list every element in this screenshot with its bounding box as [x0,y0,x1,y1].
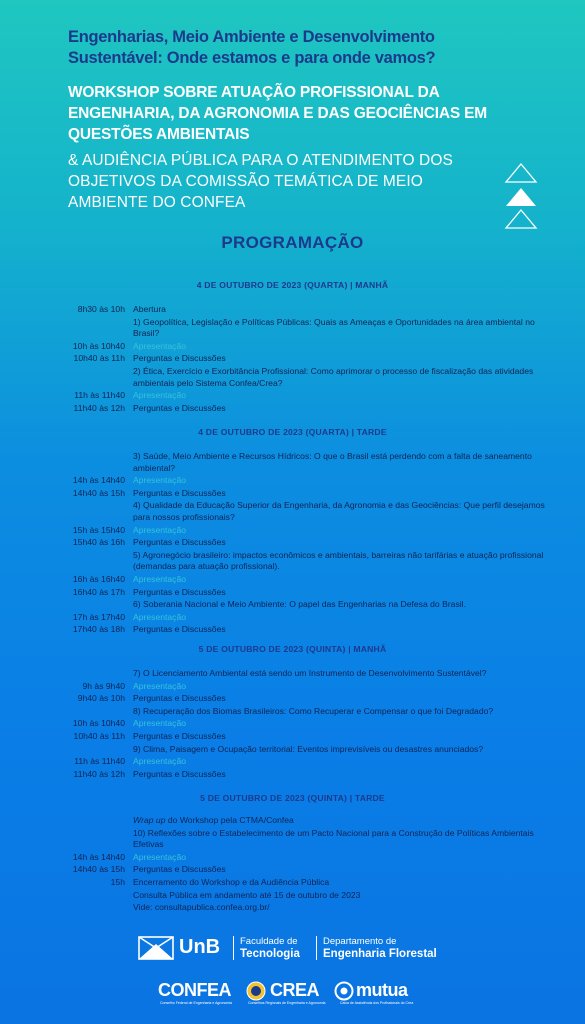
schedule-text-rest: do Workshop pela CTMA/Confea [165,815,294,825]
schedule-time: 9h40 às 10h [77,693,125,704]
schedule-text: Perguntas e Discussões [133,693,226,704]
schedule-text: Perguntas e Discussões [133,624,226,635]
apresentacao-label: Apresentação [133,574,187,584]
schedule-time: 16h40 às 17h [72,586,125,597]
confea-logo: CONFEA [158,980,231,1000]
topic-title: 6) Soberania Nacional e Meio Ambiente: O papel das Engenharias na Defesa do Brasil. [133,599,466,610]
apresentacao-label: Apresentação [133,390,187,401]
unb-logo-icon [138,936,174,960]
programacao-title: PROGRAMAÇÃO [221,233,364,252]
topic-title: 10) Reflexões sobre o Estabelecimento de um Pacto Nacional para a Construção de Políticas Ambientais Efetivas [133,827,534,850]
apresentacao-label: Apresentação [133,611,187,622]
crea-seal-icon [246,981,266,1001]
mutua-logo-icon [334,981,354,1001]
apresentacao-label: Apresentação [133,851,187,862]
schedule-time: 11h às 11h40 [74,756,125,767]
logos-institutional [158,980,458,1010]
schedule-text: Vide: consultapublica.confea.org.br/ [133,902,270,913]
divider [316,936,317,960]
schedule-time: 10h40 às 11h [73,731,125,741]
faculdade-label [240,936,300,960]
schedule-text: Perguntas e Discussões [133,864,226,875]
topic-title: 2) Ética, Exercício e Exorbitância Profissional: Como aprimorar o processo de fiscalização das atividades ambientais pelo Sistema Confea/Crea? [133,366,534,388]
schedule-text: Perguntas e Discussões [133,768,226,779]
topic-title: 4) Qualidade da Educação Superior da Engenharia, da Agronomia e das Geociências: Que perfil desejamos para nossos profissionais? [133,500,545,522]
unb-logo-text: UnB [179,936,221,958]
audiencia-title: & AUDIÊNCIA PÚBLICA PARA O ATENDIMENTO DOS OBJETIVOS DA COMISSÃO TEMÁTICA DE MEIO AMBIENTE DO CONFEA [68,152,453,211]
crea-logo: CREA [270,980,320,1000]
session-heading: 4 DE OUTUBRO DE 2023 (QUARTA) | MANHÃ [196,280,389,290]
event-title: Engenharias, Meio Ambiente e Desenvolvimento Sustentável: Onde estamos e para onde vamos? [68,28,436,67]
apresentacao-label: Apresentação [133,524,187,535]
schedule-text [133,815,563,827]
schedule-time: 11h às 11h40 [74,390,125,401]
schedule-time: 14h às 14h40 [72,475,125,486]
schedule-time: 14h40 às 15h [72,864,125,875]
topic-title: 1) Geopolítica, Legislação e Políticas Públicas: Quais as Ameaças e Oportunidades na área ambiental no Brasil? [133,316,535,339]
schedule-time: 10h às 10h40 [72,340,125,351]
mutua-logo: mutua [356,980,408,1000]
schedule-time: 15h [110,877,125,887]
schedule-time: 16h às 16h40 [72,574,125,584]
schedule-time: 14h40 às 15h [72,487,125,498]
schedule-time: 15h às 15h40 [72,524,125,535]
topic-title: 9) Clima, Paisagem e Ocupação territorial: Eventos imprevisíveis ou desastres anunciados? [133,743,484,754]
schedule-text: Perguntas e Discussões [133,537,226,548]
mutua-subtitle: Caixa de Assistência dos Profissionais do Crea [340,1001,414,1005]
workshop-title: WORKSHOP SOBRE ATUAÇÃO PROFISSIONAL DA ENGENHARIA, DA AGRONOMIA E DAS GEOCIÊNCIAS EM QUESTÕES AMBIENTAIS [68,84,487,143]
schedule-text: Perguntas e Discussões [133,487,226,498]
schedule-time: 11h40 às 12h [73,768,125,779]
apresentacao-label: Apresentação [133,475,187,486]
triangles-icon [503,160,539,230]
schedule-text: Encerramento do Workshop e da Audiência Pública [133,877,330,887]
topic-title: 8) Recuperação dos Biomas Brasileiros: Como Recuperar e Compensar o que foi Degradado? [133,705,494,716]
session-heading: 5 DE OUTUBRO DE 2023 (QUINTA) | TARDE [200,793,385,803]
wrap-up-label: Wrap up [133,815,166,825]
schedule-time: 11h40 às 12h [73,402,125,413]
schedule-time: 17h40 às 18h [72,624,125,635]
session-heading: 4 DE OUTUBRO DE 2023 (QUARTA) | TARDE [198,427,387,437]
schedule-text: Perguntas e Discussões [133,586,226,597]
schedule-time: 14h às 14h40 [72,851,125,862]
crea-subtitle: Conselhos Regionais de Engenharia e Agronomia [248,1001,326,1005]
topic-title: 3) Saúde, Meio Ambiente e Recursos Hídricos: O que o Brasil está perdendo com a falta de saneamento ambiental? [133,451,532,473]
apresentacao-label: Apresentação [133,680,187,691]
logos-academic [138,934,468,962]
schedule-text: Abertura [133,304,166,314]
faculdade-line1: Faculdade de [240,936,298,947]
schedule-time: 17h às 17h40 [72,611,125,622]
schedule-time: 9h às 9h40 [82,680,125,691]
session-heading: 5 DE OUTUBRO DE 2023 (QUINTA) | MANHÃ [198,644,387,654]
schedule-text: Perguntas e Discussões [133,731,226,741]
confea-subtitle: Conselho Federal de Engenharia e Agronomia [160,1001,232,1005]
divider [233,936,234,960]
faculdade-line2: Tecnologia [240,948,300,960]
schedule-time: 10h às 10h40 [72,718,125,729]
schedule-time: 10h40 às 11h [73,353,125,364]
topic-title: 5) Agronegócio brasileiro: impactos econômicos e ambientais, barreiras não tarifárias e atuação profissional (demandas para atuação profissional). [133,549,544,572]
schedule-text: Perguntas e Discussões [133,353,226,364]
departamento-line2: Engenharia Florestal [323,948,437,960]
apresentacao-label: Apresentação [133,718,187,729]
apresentacao-label: Apresentação [133,756,187,767]
schedule-text: Perguntas e Discussões [133,402,226,413]
schedule-time: 8h30 às 10h [77,304,125,314]
schedule-text: Consulta Pública em andamento até 15 de outubro de 2023 [133,889,361,900]
departamento-line1: Departamento de [323,936,397,947]
departamento-label [323,936,437,960]
topic-title: 7) O Licenciamento Ambiental está sendo um Instrumento de Desenvolvimento Sustentável? [133,668,487,678]
schedule-time: 15h40 às 16h [72,537,125,548]
apresentacao-label: Apresentação [133,340,187,351]
